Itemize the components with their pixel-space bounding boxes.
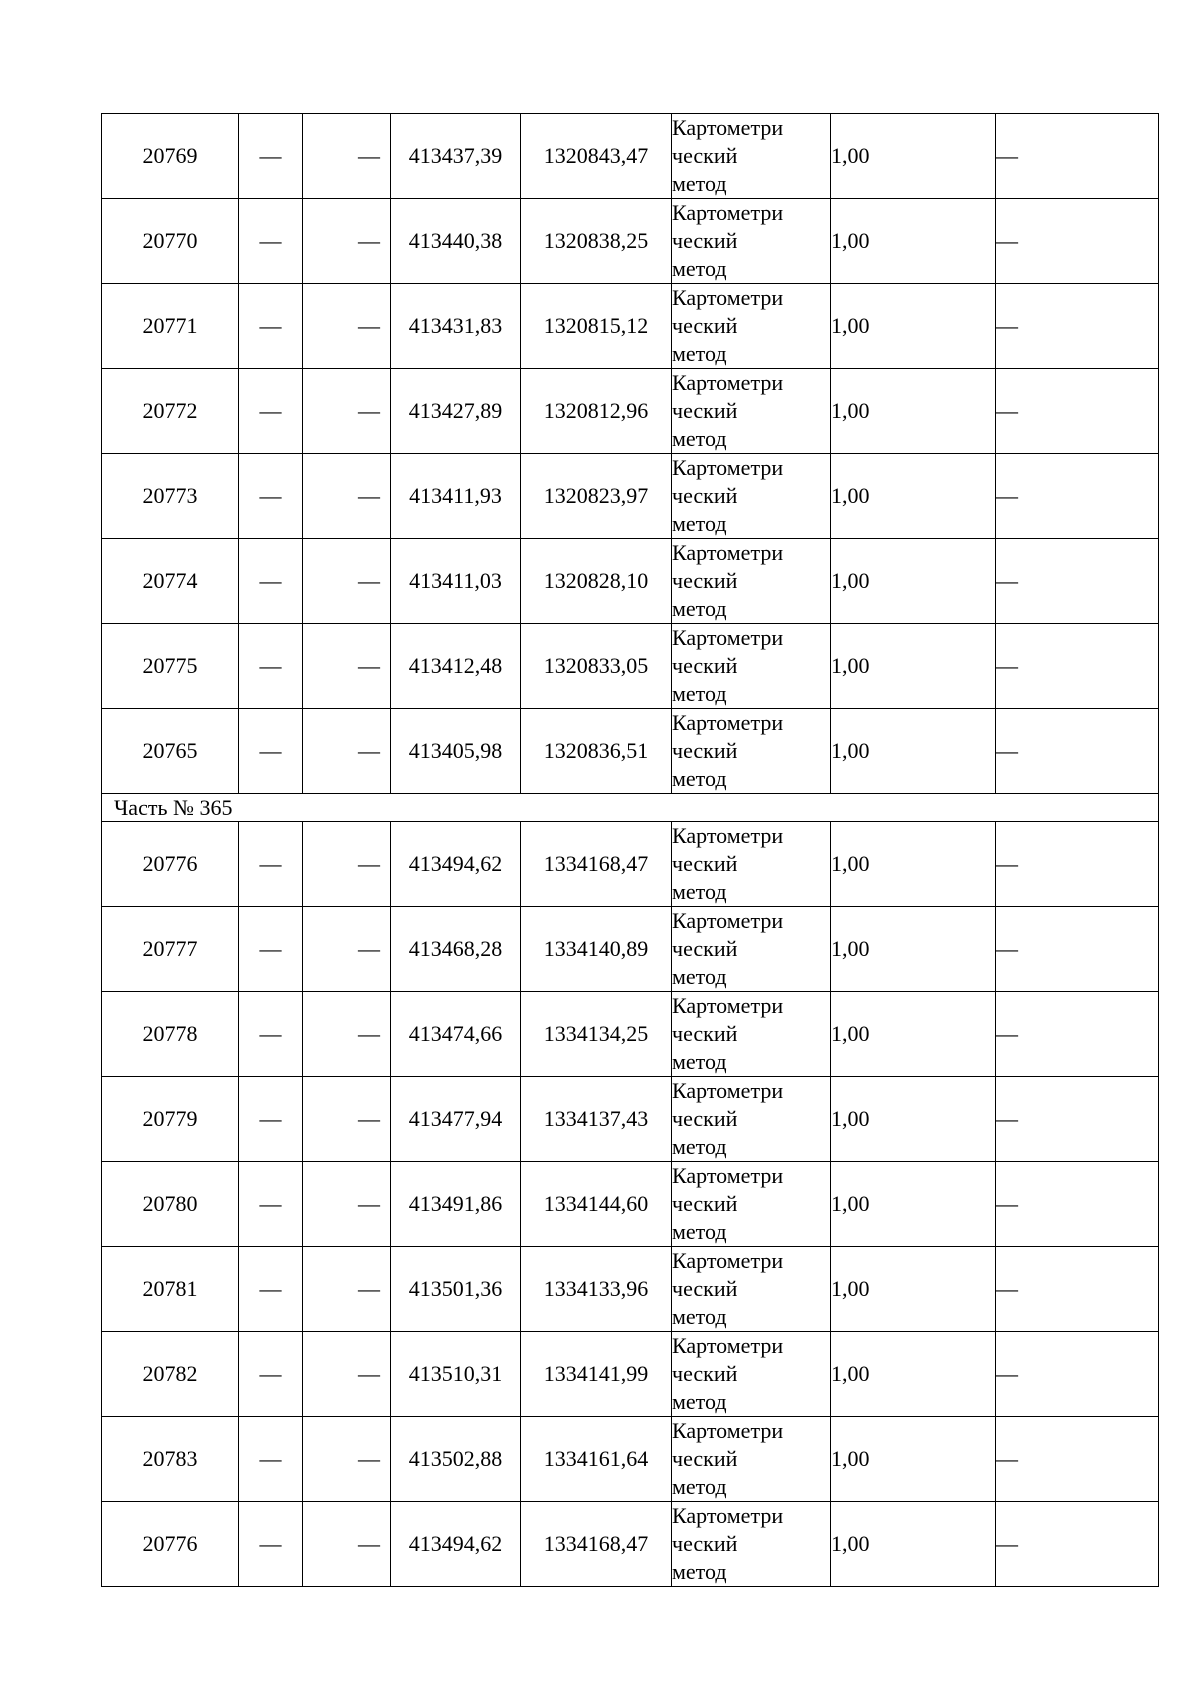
empty-cell-dash: — bbox=[996, 454, 1159, 539]
accuracy-value: 1,00 bbox=[831, 284, 996, 369]
method-text: Картометри bbox=[672, 908, 784, 933]
method-text: метод bbox=[672, 1559, 727, 1584]
method-cell bbox=[672, 284, 831, 369]
method-text: метод bbox=[672, 426, 727, 451]
method-text: Картометри bbox=[672, 1248, 784, 1273]
empty-cell-dash: — bbox=[239, 1502, 303, 1587]
coordinate-x: 413412,48 bbox=[391, 624, 521, 709]
point-number: 20771 bbox=[102, 284, 239, 369]
accuracy-value: 1,00 bbox=[831, 1247, 996, 1332]
coordinate-x: 413427,89 bbox=[391, 369, 521, 454]
method-cell bbox=[672, 1502, 831, 1587]
table-row bbox=[102, 284, 1159, 369]
coordinate-x: 413502,88 bbox=[391, 1417, 521, 1502]
method-text: метод bbox=[672, 1389, 727, 1414]
method-text: метод bbox=[672, 1474, 727, 1499]
method-text: Картометри bbox=[672, 1503, 784, 1528]
accuracy-value: 1,00 bbox=[831, 709, 996, 794]
method-text: Картометри bbox=[672, 200, 784, 225]
coordinate-x: 413494,62 bbox=[391, 1502, 521, 1587]
empty-cell-dash: — bbox=[996, 1247, 1159, 1332]
method-cell bbox=[672, 1162, 831, 1247]
coordinate-y: 1320838,25 bbox=[521, 199, 672, 284]
accuracy-value: 1,00 bbox=[831, 992, 996, 1077]
method-text: ческий bbox=[672, 398, 738, 423]
method-text: метод bbox=[672, 256, 727, 281]
accuracy-value: 1,00 bbox=[831, 199, 996, 284]
method-cell bbox=[672, 709, 831, 794]
empty-cell-dash: — bbox=[996, 709, 1159, 794]
empty-cell-dash: — bbox=[303, 1417, 391, 1502]
table-row bbox=[102, 992, 1159, 1077]
empty-cell-dash: — bbox=[239, 624, 303, 709]
empty-cell-dash: — bbox=[996, 1077, 1159, 1162]
accuracy-value: 1,00 bbox=[831, 907, 996, 992]
coordinate-y: 1320812,96 bbox=[521, 369, 672, 454]
method-text: Картометри bbox=[672, 1333, 784, 1358]
method-text: метод bbox=[672, 964, 727, 989]
point-number: 20783 bbox=[102, 1417, 239, 1502]
empty-cell-dash: — bbox=[239, 822, 303, 907]
coordinate-x: 413440,38 bbox=[391, 199, 521, 284]
coordinate-y: 1334144,60 bbox=[521, 1162, 672, 1247]
point-number: 20778 bbox=[102, 992, 239, 1077]
point-number: 20765 bbox=[102, 709, 239, 794]
point-number: 20770 bbox=[102, 199, 239, 284]
empty-cell-dash: — bbox=[239, 992, 303, 1077]
table-row bbox=[102, 822, 1159, 907]
section-label: Часть № 365 bbox=[102, 794, 1159, 822]
table-row bbox=[102, 369, 1159, 454]
empty-cell-dash: — bbox=[239, 114, 303, 199]
empty-cell-dash: — bbox=[303, 454, 391, 539]
empty-cell-dash: — bbox=[303, 822, 391, 907]
empty-cell-dash: — bbox=[996, 1332, 1159, 1417]
table-row bbox=[102, 1502, 1159, 1587]
empty-cell-dash: — bbox=[303, 709, 391, 794]
method-text: Картометри bbox=[672, 455, 784, 480]
coordinate-y: 1334137,43 bbox=[521, 1077, 672, 1162]
accuracy-value: 1,00 bbox=[831, 1502, 996, 1587]
method-cell bbox=[672, 114, 831, 199]
method-text: ческий bbox=[672, 483, 738, 508]
coordinate-y: 1334133,96 bbox=[521, 1247, 672, 1332]
method-text: метод bbox=[672, 596, 727, 621]
method-text: ческий bbox=[672, 738, 738, 763]
accuracy-value: 1,00 bbox=[831, 454, 996, 539]
table-row bbox=[102, 1077, 1159, 1162]
method-text: Картометри bbox=[672, 1163, 784, 1188]
accuracy-value: 1,00 bbox=[831, 114, 996, 199]
empty-cell-dash: — bbox=[303, 1502, 391, 1587]
coordinate-y: 1320815,12 bbox=[521, 284, 672, 369]
empty-cell-dash: — bbox=[996, 284, 1159, 369]
coordinate-y: 1320836,51 bbox=[521, 709, 672, 794]
table-row bbox=[102, 1162, 1159, 1247]
coordinate-y: 1334168,47 bbox=[521, 1502, 672, 1587]
empty-cell-dash: — bbox=[303, 624, 391, 709]
method-text: ческий bbox=[672, 1276, 738, 1301]
coordinate-y: 1320823,97 bbox=[521, 454, 672, 539]
empty-cell-dash: — bbox=[239, 199, 303, 284]
accuracy-value: 1,00 bbox=[831, 822, 996, 907]
coordinate-y: 1334141,99 bbox=[521, 1332, 672, 1417]
method-text: ческий bbox=[672, 1446, 738, 1471]
method-cell bbox=[672, 1332, 831, 1417]
method-text: Картометри bbox=[672, 285, 784, 310]
method-text: метод bbox=[672, 341, 727, 366]
coordinate-y: 1334168,47 bbox=[521, 822, 672, 907]
empty-cell-dash: — bbox=[303, 907, 391, 992]
coordinate-x: 413468,28 bbox=[391, 907, 521, 992]
method-text: метод bbox=[672, 681, 727, 706]
empty-cell-dash: — bbox=[303, 199, 391, 284]
empty-cell-dash: — bbox=[996, 1162, 1159, 1247]
method-text: метод bbox=[672, 171, 727, 196]
coordinate-x: 413474,66 bbox=[391, 992, 521, 1077]
point-number: 20779 bbox=[102, 1077, 239, 1162]
method-text: метод bbox=[672, 766, 727, 791]
method-text: ческий bbox=[672, 228, 738, 253]
method-text: метод bbox=[672, 879, 727, 904]
method-cell bbox=[672, 199, 831, 284]
table-row bbox=[102, 907, 1159, 992]
empty-cell-dash: — bbox=[239, 1417, 303, 1502]
table-row bbox=[102, 199, 1159, 284]
empty-cell-dash: — bbox=[303, 539, 391, 624]
empty-cell-dash: — bbox=[996, 539, 1159, 624]
section-header-row bbox=[102, 794, 1159, 822]
empty-cell-dash: — bbox=[996, 369, 1159, 454]
point-number: 20780 bbox=[102, 1162, 239, 1247]
method-text: ческий bbox=[672, 1531, 738, 1556]
table-row bbox=[102, 539, 1159, 624]
empty-cell-dash: — bbox=[996, 907, 1159, 992]
empty-cell-dash: — bbox=[239, 454, 303, 539]
coordinate-x: 413431,83 bbox=[391, 284, 521, 369]
empty-cell-dash: — bbox=[239, 369, 303, 454]
method-text: метод bbox=[672, 1219, 727, 1244]
method-cell bbox=[672, 992, 831, 1077]
coordinate-x: 413411,03 bbox=[391, 539, 521, 624]
empty-cell-dash: — bbox=[303, 114, 391, 199]
accuracy-value: 1,00 bbox=[831, 1162, 996, 1247]
coordinates-table bbox=[101, 113, 1159, 1587]
table-row bbox=[102, 1332, 1159, 1417]
method-text: Картометри bbox=[672, 370, 784, 395]
method-text: метод bbox=[672, 1304, 727, 1329]
empty-cell-dash: — bbox=[303, 992, 391, 1077]
method-text: ческий bbox=[672, 1021, 738, 1046]
coordinate-y: 1334140,89 bbox=[521, 907, 672, 992]
empty-cell-dash: — bbox=[303, 284, 391, 369]
method-cell bbox=[672, 1417, 831, 1502]
method-text: Картометри bbox=[672, 1078, 784, 1103]
point-number: 20777 bbox=[102, 907, 239, 992]
method-cell bbox=[672, 1247, 831, 1332]
method-cell bbox=[672, 369, 831, 454]
coordinate-x: 413491,86 bbox=[391, 1162, 521, 1247]
table-row bbox=[102, 454, 1159, 539]
method-text: ческий bbox=[672, 313, 738, 338]
empty-cell-dash: — bbox=[239, 1162, 303, 1247]
empty-cell-dash: — bbox=[303, 369, 391, 454]
method-text: ческий bbox=[672, 1191, 738, 1216]
empty-cell-dash: — bbox=[239, 284, 303, 369]
coordinate-x: 413510,31 bbox=[391, 1332, 521, 1417]
table-row bbox=[102, 114, 1159, 199]
method-cell bbox=[672, 822, 831, 907]
method-text: ческий bbox=[672, 653, 738, 678]
empty-cell-dash: — bbox=[239, 539, 303, 624]
method-text: ческий bbox=[672, 143, 738, 168]
empty-cell-dash: — bbox=[239, 1247, 303, 1332]
point-number: 20782 bbox=[102, 1332, 239, 1417]
accuracy-value: 1,00 bbox=[831, 1332, 996, 1417]
empty-cell-dash: — bbox=[303, 1247, 391, 1332]
method-text: Картометри bbox=[672, 625, 784, 650]
point-number: 20772 bbox=[102, 369, 239, 454]
table-row bbox=[102, 1417, 1159, 1502]
coordinate-y: 1334161,64 bbox=[521, 1417, 672, 1502]
empty-cell-dash: — bbox=[996, 822, 1159, 907]
coordinate-y: 1320833,05 bbox=[521, 624, 672, 709]
method-text: метод bbox=[672, 1049, 727, 1074]
empty-cell-dash: — bbox=[239, 709, 303, 794]
empty-cell-dash: — bbox=[303, 1162, 391, 1247]
empty-cell-dash: — bbox=[996, 624, 1159, 709]
method-text: ческий bbox=[672, 1361, 738, 1386]
empty-cell-dash: — bbox=[303, 1077, 391, 1162]
point-number: 20769 bbox=[102, 114, 239, 199]
table-row bbox=[102, 1247, 1159, 1332]
method-text: Картометри bbox=[672, 540, 784, 565]
method-text: Картометри bbox=[672, 115, 784, 140]
accuracy-value: 1,00 bbox=[831, 539, 996, 624]
point-number: 20781 bbox=[102, 1247, 239, 1332]
method-text: метод bbox=[672, 1134, 727, 1159]
empty-cell-dash: — bbox=[996, 199, 1159, 284]
empty-cell-dash: — bbox=[303, 1332, 391, 1417]
accuracy-value: 1,00 bbox=[831, 369, 996, 454]
method-cell bbox=[672, 624, 831, 709]
empty-cell-dash: — bbox=[239, 907, 303, 992]
coordinate-y: 1320828,10 bbox=[521, 539, 672, 624]
method-cell bbox=[672, 454, 831, 539]
empty-cell-dash: — bbox=[996, 1502, 1159, 1587]
empty-cell-dash: — bbox=[996, 114, 1159, 199]
method-cell bbox=[672, 539, 831, 624]
method-text: Картометри bbox=[672, 823, 784, 848]
point-number: 20773 bbox=[102, 454, 239, 539]
accuracy-value: 1,00 bbox=[831, 1417, 996, 1502]
method-text: ческий bbox=[672, 568, 738, 593]
method-text: ческий bbox=[672, 851, 738, 876]
table-row bbox=[102, 709, 1159, 794]
accuracy-value: 1,00 bbox=[831, 624, 996, 709]
empty-cell-dash: — bbox=[239, 1332, 303, 1417]
method-cell bbox=[672, 1077, 831, 1162]
accuracy-value: 1,00 bbox=[831, 1077, 996, 1162]
coordinate-x: 413405,98 bbox=[391, 709, 521, 794]
method-text: Картометри bbox=[672, 710, 784, 735]
point-number: 20774 bbox=[102, 539, 239, 624]
method-text: Картометри bbox=[672, 993, 784, 1018]
empty-cell-dash: — bbox=[996, 1417, 1159, 1502]
point-number: 20776 bbox=[102, 822, 239, 907]
coordinate-x: 413494,62 bbox=[391, 822, 521, 907]
method-text: ческий bbox=[672, 1106, 738, 1131]
empty-cell-dash: — bbox=[996, 992, 1159, 1077]
method-text: ческий bbox=[672, 936, 738, 961]
coordinate-x: 413501,36 bbox=[391, 1247, 521, 1332]
method-text: метод bbox=[672, 511, 727, 536]
coordinate-x: 413411,93 bbox=[391, 454, 521, 539]
coordinate-x: 413437,39 bbox=[391, 114, 521, 199]
coordinate-x: 413477,94 bbox=[391, 1077, 521, 1162]
point-number: 20775 bbox=[102, 624, 239, 709]
coordinate-y: 1320843,47 bbox=[521, 114, 672, 199]
method-cell bbox=[672, 907, 831, 992]
empty-cell-dash: — bbox=[239, 1077, 303, 1162]
point-number: 20776 bbox=[102, 1502, 239, 1587]
method-text: Картометри bbox=[672, 1418, 784, 1443]
coordinates-table-body bbox=[102, 114, 1159, 1587]
coordinate-y: 1334134,25 bbox=[521, 992, 672, 1077]
table-row bbox=[102, 624, 1159, 709]
